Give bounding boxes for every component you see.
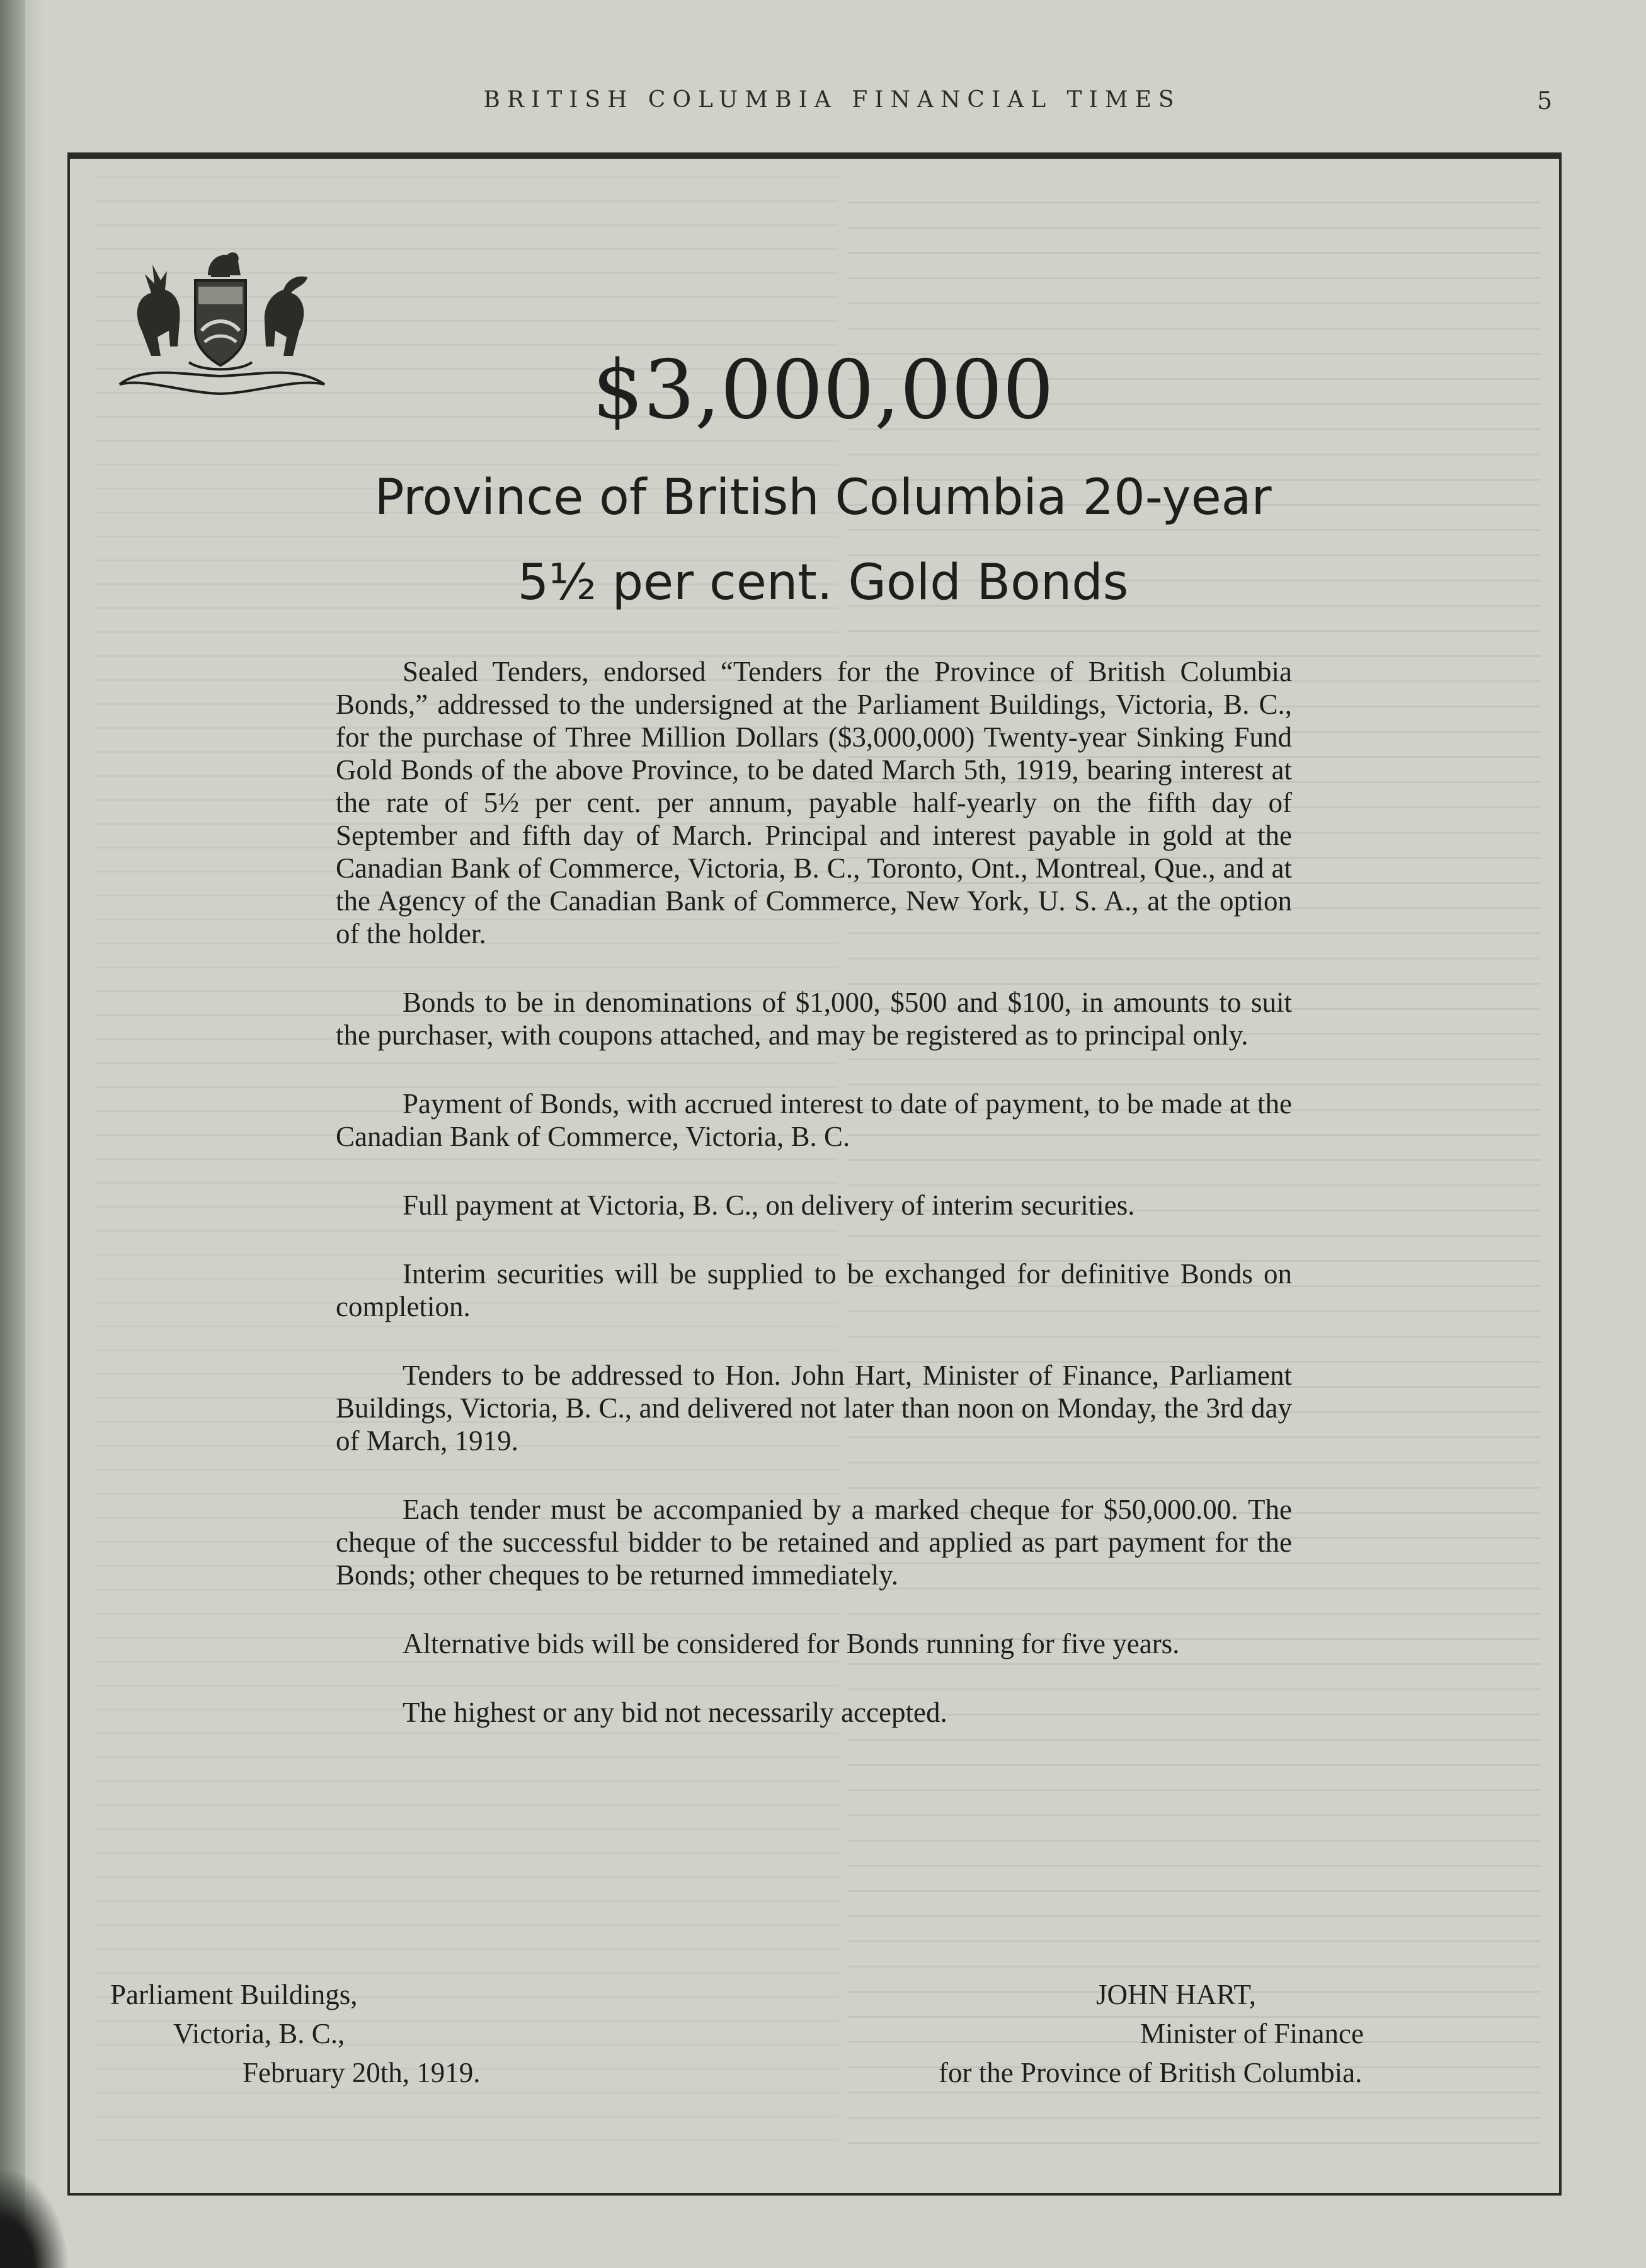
- paragraph-full-payment: Full payment at Victoria, B. C., on delivery of interim securities.: [403, 1189, 1135, 1221]
- place-line-1: Parliament Buildings,: [110, 1979, 358, 2010]
- headline-line-2: 5½ per cent. Gold Bonds: [517, 554, 1129, 611]
- publication-title: BRITISH COLUMBIA FINANCIAL TIMES: [483, 87, 1181, 113]
- paragraph-sealed-tenders: Sealed Tenders, endorsed “Tenders for the Province of British Columbia Bonds,” addressed to the undersigned at the Parliament Buildings, Victoria, B. C., for the purchase of Three Million Dollars ($3,000,000) Twenty-year Sinking Fund Gold Bonds of the above Province, to be dated March 5th, 1919, bearing interest at the rate of 5½ per cent. per annum, payable half-yearly on the fifth day of September and fifth day of March. Principal and interest payable in gold at the Canadian Bank of Commerce, Victoria, B. C., Toronto, Ont., Montreal, Que., and at the Agency of the Canadian Bank of Commerce, New York, U. S. A., at the option of the holder.: [336, 656, 1292, 949]
- page-number: 5: [1537, 87, 1553, 115]
- paragraph-highest-bid: The highest or any bid not necessarily accepted.: [403, 1697, 947, 1728]
- running-head: [0, 87, 1646, 118]
- paragraph-tenders-addressed: Tenders to be addressed to Hon. John Hart, Minister of Finance, Parliament Buildings, Victoria, B. C., and delivered not later than noon on Monday, the 3rd day of March, 1919.: [336, 1360, 1292, 1457]
- paragraph-interim-securities: Interim securities will be supplied to be exchanged for definitive Bonds on completion.: [336, 1258, 1292, 1322]
- signatory-title: Minister of Finance: [1140, 2018, 1364, 2049]
- signatory-province: for the Province of British Columbia.: [939, 2057, 1363, 2088]
- signatory-name: JOHN HART,: [1096, 1979, 1256, 2010]
- scan-corner-shadow: [0, 2167, 69, 2268]
- signature-block: [939, 1975, 1518, 2092]
- date-line: February 20th, 1919.: [243, 2057, 481, 2088]
- paragraph-denominations: Bonds to be in denominations of $1,000, $500 and $100, in amounts to suit the purchaser, with coupons attached, and may be registered as to principal only.: [336, 987, 1292, 1051]
- paragraph-marked-cheque: Each tender must be accompanied by a marked cheque for $50,000.00. The cheque of the successful bidder to be retained and applied as part payment for the Bonds; other cheques to be returned immediately.: [336, 1494, 1292, 1591]
- place-line-2: Victoria, B. C.,: [173, 2018, 345, 2049]
- paragraph-payment-of-bonds: Payment of Bonds, with accrued interest to date of payment, to be made at the Canadian Bank of Commerce, Victoria, B. C.: [336, 1088, 1292, 1152]
- tender-notice-body: [336, 655, 1292, 1765]
- place-and-date-block: [110, 1975, 614, 2092]
- binding-spine: [0, 0, 25, 2268]
- paragraph-alternative-bids: Alternative bids will be considered for Bonds running for five years.: [403, 1628, 1180, 1659]
- headline-line-1: Province of British Columbia 20-year: [374, 469, 1272, 526]
- offering-amount: $3,000,000: [592, 343, 1054, 437]
